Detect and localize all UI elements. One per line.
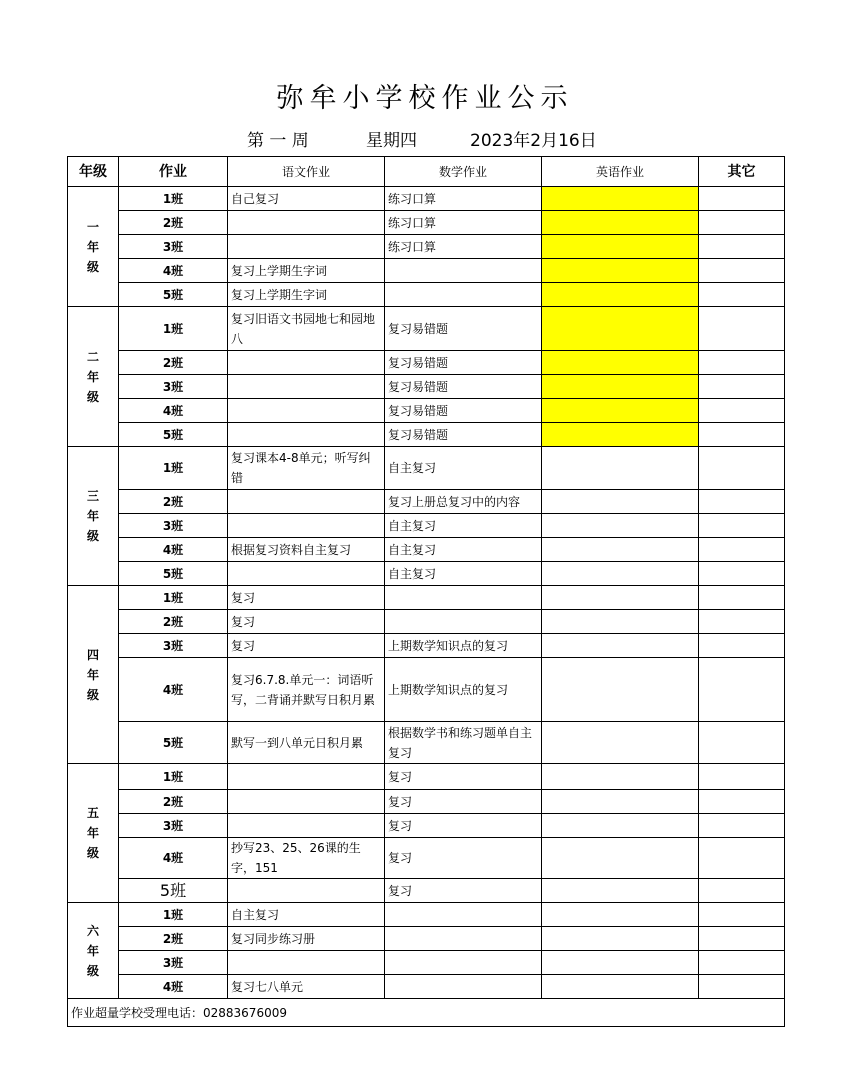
math-cell: 自主复习 bbox=[385, 514, 542, 538]
other-cell bbox=[699, 634, 785, 658]
class-cell: 1班 bbox=[119, 187, 228, 211]
table-row bbox=[68, 722, 785, 764]
math-cell: 复习上册总复习中的内容 bbox=[385, 490, 542, 514]
chinese-cell bbox=[228, 790, 385, 814]
math-cell bbox=[385, 975, 542, 999]
class-cell: 1班 bbox=[119, 307, 228, 351]
table-row bbox=[68, 351, 785, 375]
class-cell: 1班 bbox=[119, 586, 228, 610]
footer-row bbox=[68, 999, 785, 1027]
math-cell: 复习 bbox=[385, 764, 542, 790]
math-cell: 复习易错题 bbox=[385, 307, 542, 351]
table-row bbox=[68, 814, 785, 838]
chinese-cell: 自己复习 bbox=[228, 187, 385, 211]
english-cell bbox=[542, 538, 699, 562]
math-cell bbox=[385, 586, 542, 610]
class-cell: 5班 bbox=[119, 423, 228, 447]
table-row bbox=[68, 307, 785, 351]
english-cell bbox=[542, 790, 699, 814]
other-cell bbox=[699, 399, 785, 423]
chinese-cell bbox=[228, 351, 385, 375]
english-cell bbox=[542, 879, 699, 903]
class-cell: 3班 bbox=[119, 951, 228, 975]
table-row bbox=[68, 586, 785, 610]
class-cell: 2班 bbox=[119, 610, 228, 634]
math-cell: 复习易错题 bbox=[385, 399, 542, 423]
chinese-cell: 复习课本4-8单元；听写纠错 bbox=[228, 447, 385, 490]
math-cell: 练习口算 bbox=[385, 235, 542, 259]
chinese-cell bbox=[228, 423, 385, 447]
chinese-cell bbox=[228, 764, 385, 790]
class-cell: 4班 bbox=[119, 538, 228, 562]
table-row bbox=[68, 610, 785, 634]
grade-label: 四 年 级 bbox=[68, 586, 119, 764]
chinese-cell bbox=[228, 375, 385, 399]
table-row bbox=[68, 634, 785, 658]
other-cell bbox=[699, 903, 785, 927]
math-cell bbox=[385, 610, 542, 634]
english-cell bbox=[542, 283, 699, 307]
other-cell bbox=[699, 375, 785, 399]
english-cell bbox=[542, 187, 699, 211]
class-cell: 2班 bbox=[119, 790, 228, 814]
table-row bbox=[68, 447, 785, 490]
footer-contact: 作业超量学校受理电话：02883676009 bbox=[68, 999, 785, 1027]
grade-label: 一 年 级 bbox=[68, 187, 119, 307]
chinese-cell: 复习 bbox=[228, 586, 385, 610]
class-cell: 5班 bbox=[119, 562, 228, 586]
header-chinese: 语文作业 bbox=[228, 157, 385, 187]
other-cell bbox=[699, 838, 785, 879]
math-cell: 复习 bbox=[385, 790, 542, 814]
chinese-cell: 复习同步练习册 bbox=[228, 927, 385, 951]
english-cell bbox=[542, 514, 699, 538]
math-cell: 自主复习 bbox=[385, 562, 542, 586]
table-row bbox=[68, 187, 785, 211]
table-row bbox=[68, 235, 785, 259]
english-cell bbox=[542, 235, 699, 259]
math-cell: 复习 bbox=[385, 879, 542, 903]
table-row bbox=[68, 490, 785, 514]
class-cell: 3班 bbox=[119, 814, 228, 838]
chinese-cell bbox=[228, 399, 385, 423]
chinese-cell: 复习 bbox=[228, 610, 385, 634]
class-cell: 3班 bbox=[119, 634, 228, 658]
english-cell bbox=[542, 814, 699, 838]
class-cell: 5班 bbox=[119, 879, 228, 903]
math-cell: 练习口算 bbox=[385, 211, 542, 235]
class-cell: 1班 bbox=[119, 447, 228, 490]
math-cell: 复习易错题 bbox=[385, 351, 542, 375]
chinese-cell: 默写一到八单元日积月累 bbox=[228, 722, 385, 764]
class-cell: 4班 bbox=[119, 399, 228, 423]
page-title: 弥牟小学校作业公示 bbox=[276, 83, 574, 114]
table-row bbox=[68, 879, 785, 903]
other-cell bbox=[699, 514, 785, 538]
math-cell bbox=[385, 259, 542, 283]
chinese-cell bbox=[228, 562, 385, 586]
math-cell: 根据数学书和练习题单自主复习 bbox=[385, 722, 542, 764]
header-row bbox=[68, 157, 785, 187]
chinese-cell: 抄写23、25、26课的生字，151 bbox=[228, 838, 385, 879]
english-cell bbox=[542, 903, 699, 927]
grade-label: 五 年 级 bbox=[68, 764, 119, 903]
chinese-cell: 复习上学期生字词 bbox=[228, 259, 385, 283]
english-cell bbox=[542, 375, 699, 399]
english-cell bbox=[542, 927, 699, 951]
math-cell: 上期数学知识点的复习 bbox=[385, 658, 542, 722]
table-row bbox=[68, 838, 785, 879]
english-cell bbox=[542, 211, 699, 235]
table-row bbox=[68, 927, 785, 951]
english-cell bbox=[542, 490, 699, 514]
english-cell bbox=[542, 610, 699, 634]
chinese-cell bbox=[228, 514, 385, 538]
other-cell bbox=[699, 562, 785, 586]
english-cell bbox=[542, 764, 699, 790]
chinese-cell: 复习旧语文书园地七和园地八 bbox=[228, 307, 385, 351]
math-cell: 复习易错题 bbox=[385, 423, 542, 447]
table-row bbox=[68, 399, 785, 423]
english-cell bbox=[542, 307, 699, 351]
english-cell bbox=[542, 722, 699, 764]
other-cell bbox=[699, 610, 785, 634]
class-cell: 3班 bbox=[119, 514, 228, 538]
english-cell bbox=[542, 586, 699, 610]
math-cell bbox=[385, 927, 542, 951]
table-row bbox=[68, 514, 785, 538]
chinese-cell: 复习 bbox=[228, 634, 385, 658]
table-row bbox=[68, 259, 785, 283]
chinese-cell bbox=[228, 235, 385, 259]
other-cell bbox=[699, 283, 785, 307]
math-cell bbox=[385, 903, 542, 927]
table-row bbox=[68, 764, 785, 790]
other-cell bbox=[699, 259, 785, 283]
table-row bbox=[68, 375, 785, 399]
table-row bbox=[68, 790, 785, 814]
other-cell bbox=[699, 790, 785, 814]
english-cell bbox=[542, 975, 699, 999]
class-cell: 5班 bbox=[119, 722, 228, 764]
table-row bbox=[68, 211, 785, 235]
chinese-cell: 复习七八单元 bbox=[228, 975, 385, 999]
class-cell: 4班 bbox=[119, 975, 228, 999]
table-row bbox=[68, 538, 785, 562]
header-grade: 年级 bbox=[68, 157, 119, 187]
table-row bbox=[68, 951, 785, 975]
grade-label: 六 年 级 bbox=[68, 903, 119, 999]
chinese-cell bbox=[228, 951, 385, 975]
class-cell: 3班 bbox=[119, 235, 228, 259]
header-other: 其它 bbox=[699, 157, 785, 187]
math-cell: 复习易错题 bbox=[385, 375, 542, 399]
class-cell: 2班 bbox=[119, 211, 228, 235]
other-cell bbox=[699, 490, 785, 514]
math-cell bbox=[385, 951, 542, 975]
math-cell: 自主复习 bbox=[385, 447, 542, 490]
math-cell: 自主复习 bbox=[385, 538, 542, 562]
other-cell bbox=[699, 658, 785, 722]
math-cell: 复习 bbox=[385, 838, 542, 879]
other-cell bbox=[699, 586, 785, 610]
header-math: 数学作业 bbox=[385, 157, 542, 187]
class-cell: 3班 bbox=[119, 375, 228, 399]
english-cell bbox=[542, 399, 699, 423]
other-cell bbox=[699, 879, 785, 903]
table-row bbox=[68, 423, 785, 447]
other-cell bbox=[699, 211, 785, 235]
other-cell bbox=[699, 951, 785, 975]
other-cell bbox=[699, 764, 785, 790]
table-row bbox=[68, 562, 785, 586]
other-cell bbox=[699, 814, 785, 838]
class-cell: 4班 bbox=[119, 259, 228, 283]
week-label: 第 一 周 bbox=[247, 131, 309, 151]
chinese-cell bbox=[228, 879, 385, 903]
other-cell bbox=[699, 722, 785, 764]
class-cell: 4班 bbox=[119, 658, 228, 722]
english-cell bbox=[542, 259, 699, 283]
other-cell bbox=[699, 187, 785, 211]
chinese-cell bbox=[228, 490, 385, 514]
chinese-cell: 复习上学期生字词 bbox=[228, 283, 385, 307]
english-cell bbox=[542, 562, 699, 586]
class-cell: 1班 bbox=[119, 764, 228, 790]
class-cell: 5班 bbox=[119, 283, 228, 307]
class-cell: 2班 bbox=[119, 927, 228, 951]
grade-label: 二 年 级 bbox=[68, 307, 119, 447]
english-cell bbox=[542, 351, 699, 375]
other-cell bbox=[699, 423, 785, 447]
math-cell bbox=[385, 283, 542, 307]
table-row bbox=[68, 975, 785, 999]
other-cell bbox=[699, 447, 785, 490]
date-label: 2023年2月16日 bbox=[470, 131, 597, 151]
class-cell: 2班 bbox=[119, 490, 228, 514]
chinese-cell bbox=[228, 211, 385, 235]
other-cell bbox=[699, 538, 785, 562]
chinese-cell bbox=[228, 814, 385, 838]
class-cell: 4班 bbox=[119, 838, 228, 879]
chinese-cell: 自主复习 bbox=[228, 903, 385, 927]
chinese-cell: 根据复习资料自主复习 bbox=[228, 538, 385, 562]
english-cell bbox=[542, 951, 699, 975]
weekday-label: 星期四 bbox=[366, 131, 417, 151]
english-cell bbox=[542, 423, 699, 447]
other-cell bbox=[699, 307, 785, 351]
english-cell bbox=[542, 447, 699, 490]
table-row bbox=[68, 903, 785, 927]
other-cell bbox=[699, 235, 785, 259]
table-row bbox=[68, 283, 785, 307]
other-cell bbox=[699, 927, 785, 951]
chinese-cell: 复习6.7.8.单元一：词语听写，二背诵并默写日积月累 bbox=[228, 658, 385, 722]
english-cell bbox=[542, 838, 699, 879]
math-cell: 复习 bbox=[385, 814, 542, 838]
header-english: 英语作业 bbox=[542, 157, 699, 187]
other-cell bbox=[699, 975, 785, 999]
header-homework: 作业 bbox=[119, 157, 228, 187]
table-row bbox=[68, 658, 785, 722]
math-cell: 练习口算 bbox=[385, 187, 542, 211]
homework-table bbox=[67, 156, 785, 1027]
english-cell bbox=[542, 634, 699, 658]
class-cell: 2班 bbox=[119, 351, 228, 375]
class-cell: 1班 bbox=[119, 903, 228, 927]
math-cell: 上期数学知识点的复习 bbox=[385, 634, 542, 658]
other-cell bbox=[699, 351, 785, 375]
english-cell bbox=[542, 658, 699, 722]
grade-label: 三 年 级 bbox=[68, 447, 119, 586]
